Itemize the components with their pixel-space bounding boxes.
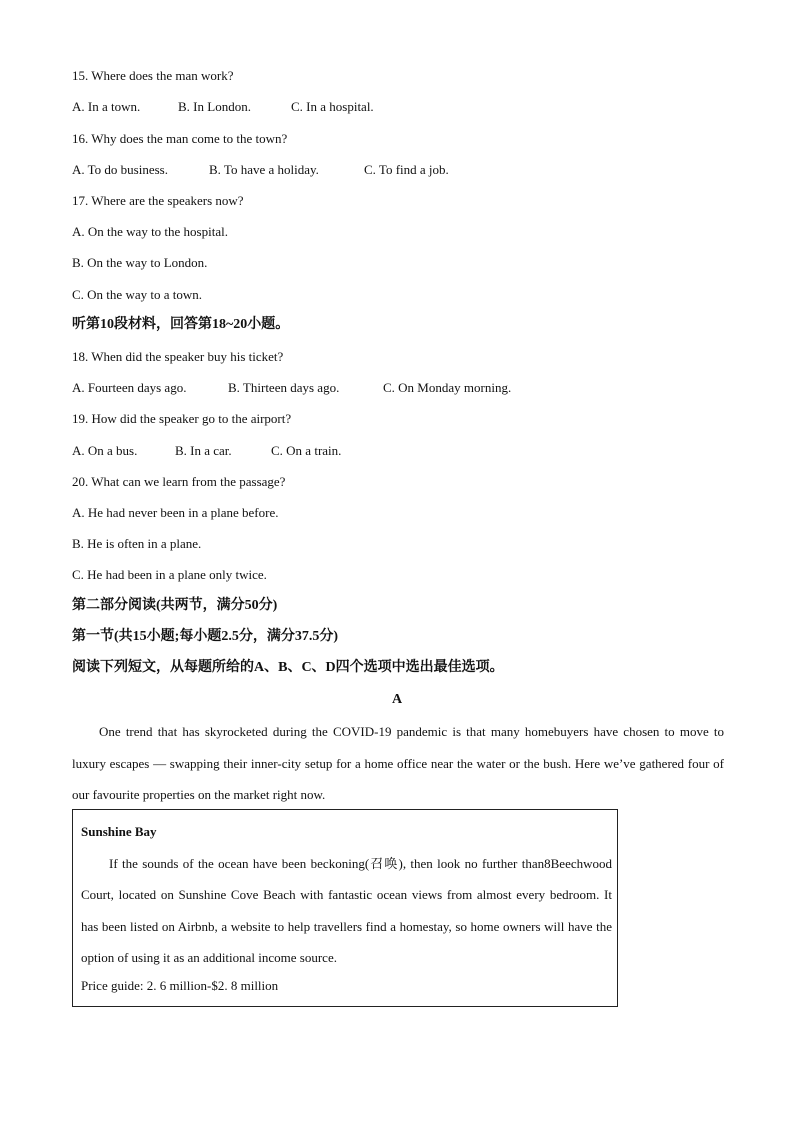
option-a: A. To do business. [72,162,168,177]
option-b: B. To have a holiday. [209,162,319,177]
option-c: C. On a train. [271,443,342,458]
question-16-options [72,161,449,179]
question-16-stem: 16. Why does the man come to the town? [72,131,288,146]
property-title: Sunshine Bay [81,824,157,839]
passage-label: A [391,692,403,707]
question-17-option-b: B. On the way to London. [72,255,208,270]
section-10-heading: 听第10段材料，回答第18~20小题。 [72,317,290,332]
option-c: C. On Monday morning. [383,380,512,395]
question-19-options [72,442,341,460]
question-17-option-c: C. On the way to a town. [72,287,202,302]
option-b: B. In London. [178,99,251,114]
question-15-stem: 15. Where does the man work? [72,68,234,83]
price-guide: Price guide: 2. 6 million-$2. 8 million [81,978,279,993]
option-b: B. In a car. [175,443,232,458]
question-15-options [72,98,374,116]
question-17-stem: 17. Where are the speakers now? [72,193,244,208]
option-a: A. In a town. [72,99,141,114]
property-description: If the sounds of the ocean have been beckoning(召唤), then look no further than8Beechwood Court, located on Sunshine Cove Beach with fantastic ocean views from almost every bedroom. It has been listed on Airbnb, a website to help travellers find a homestay, so home owners will have the option of using it as an additional income source. [81,856,612,966]
section-1-heading: 第一节(共15小题;每小题2.5分，满分37.5分) [72,629,338,644]
option-c: C. In a hospital. [291,99,374,114]
question-18-stem: 18. When did the speaker buy his ticket? [72,349,284,364]
passage-intro: One trend that has skyrocketed during the COVID-19 pandemic is that many homebuyers have chosen to move to luxury escapes — swapping their inner-city setup for a home office near the water or the bush. Here we’ve gathered four of our favourite properties on the market right now. [72,724,724,802]
question-19-stem: 19. How did the speaker go to the airport? [72,411,292,426]
option-c: C. To find a job. [364,162,449,177]
question-20-option-a: A. He had never been in a plane before. [72,505,279,520]
part-2-heading: 第二部分阅读(共两节，满分50分) [72,598,278,613]
reading-instruction: 阅读下列短文，从每题所给的A、B、C、D四个选项中选出最佳选项。 [72,660,504,675]
option-a: A. On a bus. [72,443,138,458]
question-20-option-c: C. He had been in a plane only twice. [72,567,267,582]
property-box [72,809,618,1007]
question-18-options [72,379,511,397]
question-20-option-b: B. He is often in a plane. [72,536,202,551]
question-17-option-a: A. On the way to the hospital. [72,224,228,239]
question-20-stem: 20. What can we learn from the passage? [72,474,286,489]
option-b: B. Thirteen days ago. [228,380,340,395]
option-a: A. Fourteen days ago. [72,380,187,395]
